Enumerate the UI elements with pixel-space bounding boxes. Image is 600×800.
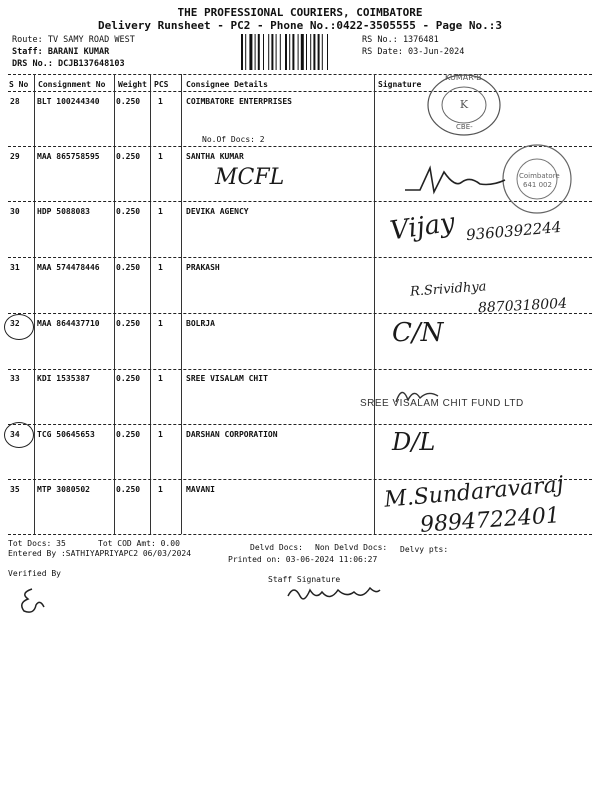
rs-number: RS No.: 1376481 [362, 35, 439, 45]
stamp-text: KUMAR-B [445, 73, 482, 82]
barcode-bar [268, 34, 269, 70]
row-consignment-no: MTP 3080502 [37, 485, 90, 494]
barcode-bar [310, 34, 311, 70]
row-consignment-no: TCG 50645653 [37, 430, 95, 439]
barcode-bar [306, 34, 307, 70]
row-sno: 35 [10, 485, 20, 494]
route-label: Route: TV SAMY ROAD WEST [12, 35, 135, 45]
row-consignment-no: KDI 1535387 [37, 374, 90, 383]
row-weight: 0.250 [116, 207, 141, 216]
barcode-bar [276, 34, 277, 70]
row-weight: 0.250 [116, 485, 141, 494]
row-consignment-no: HDP 5088083 [37, 207, 90, 216]
barcode [240, 34, 354, 70]
row-number-circle [4, 422, 34, 448]
barcode-bar [301, 34, 304, 70]
stamp-text: 641 002 [523, 181, 552, 189]
barcode-bar [249, 34, 252, 70]
barcode-bar [313, 34, 315, 70]
rs-date: RS Date: 03-Jun-2024 [362, 47, 465, 57]
col-header-weight: Weight [118, 80, 147, 89]
barcode-bar [322, 34, 323, 70]
column-line [114, 74, 115, 534]
barcode-bar [255, 34, 256, 70]
non-delivered-docs: Non Delvd Docs: [315, 543, 388, 552]
row-consignee: DARSHAN CORPORATION [186, 430, 278, 439]
row-consignee: BOLRJA [186, 319, 215, 328]
row-sno: 33 [10, 374, 20, 383]
row-pcs: 1 [158, 374, 163, 383]
column-line [374, 74, 375, 534]
stamp-text: Coimbatore [519, 172, 560, 180]
row-consignment-no: BLT 100244340 [37, 97, 100, 106]
staff-label: Staff: BARANI KUMAR [12, 47, 110, 57]
document-title: THE PROFESSIONAL COURIERS, COIMBATORE [177, 6, 423, 19]
barcode-bar [258, 34, 260, 70]
total-cod: Tot COD Amt: 0.00 [98, 539, 180, 548]
stamp-sree-visalam: SREE VISALAM CHIT FUND LTD [360, 398, 524, 409]
handwritten-name-row35: M.Sundaravaraj [383, 472, 565, 513]
delivery-points: Delvy pts: [400, 545, 449, 554]
row-consignment-no: MAA 864437710 [37, 319, 100, 328]
row-consignee: PRAKASH [186, 263, 220, 272]
row-divider [8, 257, 592, 258]
signature-row33 [392, 382, 442, 406]
column-line [150, 74, 151, 534]
row-number-circle [4, 314, 34, 340]
barcode-bar [263, 34, 264, 70]
handwritten-cn: C/N [392, 318, 444, 348]
barcode-bar [289, 34, 290, 70]
col-header-sno: S No [9, 80, 29, 89]
stamp-text: CBE- [456, 123, 473, 131]
row-consignee: SREE VISALAM CHIT [186, 374, 268, 383]
signature-row30: Vijay [388, 207, 457, 247]
row-pcs: 1 [158, 263, 163, 272]
handwritten-phone-row35: 9894722401 [419, 503, 561, 538]
document-subtitle: Delivery Runsheet - PC2 - Phone No.:0422-3505555 - Page No.:3 [98, 19, 502, 32]
row-sno: 32 [10, 319, 20, 328]
row-sno: 34 [10, 430, 20, 439]
handwritten-name-row31: R.Srividhya [409, 279, 487, 300]
row-pcs: 1 [158, 319, 163, 328]
handwritten-phone-row30: 9360392244 [465, 217, 563, 245]
row-consignee: MAVANI [186, 485, 215, 494]
total-docs: Tot Docs: 35 [8, 539, 66, 548]
barcode-bar [292, 34, 294, 70]
row-divider [8, 424, 592, 425]
svg-text:K: K [459, 98, 469, 111]
row-divider [8, 369, 592, 370]
row-consignment-no: MAA 865758595 [37, 152, 100, 161]
row-sno: 29 [10, 152, 20, 161]
printed-on: Printed on: 03-06-2024 11:06:27 [228, 555, 378, 564]
row-weight: 0.250 [116, 430, 141, 439]
row-divider [8, 534, 592, 535]
col-header-consignment: Consignment No [38, 80, 106, 89]
row-consignee: DEVIKA AGENCY [186, 207, 249, 216]
row-pcs: 1 [158, 485, 163, 494]
staff-signature-label: Staff Signature [268, 575, 341, 584]
row-pcs: 1 [158, 152, 163, 161]
barcode-bar [318, 34, 320, 70]
row-sno: 28 [10, 97, 20, 106]
handwritten-mcfl: MCFL [215, 165, 285, 190]
row-consignee: SANTHA KUMAR [186, 152, 244, 161]
verifier-signature [14, 585, 50, 617]
barcode-bar [298, 34, 299, 70]
row-pcs: 1 [158, 207, 163, 216]
row-consignee: COIMBATORE ENTERPRISES [186, 97, 292, 106]
column-line [181, 74, 182, 534]
row-weight: 0.250 [116, 97, 141, 106]
verified-by: Verified By [8, 569, 61, 578]
col-header-pcs: PCS [154, 80, 169, 89]
row-pcs: 1 [158, 97, 163, 106]
row-consignment-no: MAA 574478446 [37, 263, 100, 272]
row-weight: 0.250 [116, 263, 141, 272]
row-sno: 30 [10, 207, 20, 216]
handwritten-dl: D/L [392, 428, 436, 456]
row-weight: 0.250 [116, 374, 141, 383]
row-note: No.Of Docs: 2 [202, 135, 265, 144]
barcode-bar [241, 34, 243, 70]
divider [8, 91, 592, 92]
handwritten-phone-row31: 8870318004 [477, 295, 568, 317]
row-weight: 0.250 [116, 152, 141, 161]
signature-row29 [400, 160, 510, 200]
barcode-bar [271, 34, 273, 70]
row-weight: 0.250 [116, 319, 141, 328]
divider [8, 74, 592, 75]
row-sno: 31 [10, 263, 20, 272]
drs-number: DRS No.: DCJB137648103 [12, 59, 125, 69]
column-line [34, 74, 35, 534]
entered-by: Entered By :SATHIYAPRIYAPC2 06/03/2024 [8, 549, 192, 558]
barcode-bar [285, 34, 287, 70]
col-header-consignee: Consignee Details [186, 80, 268, 89]
col-header-signature: Signature [378, 80, 422, 89]
staff-signature [284, 578, 384, 610]
row-pcs: 1 [158, 430, 163, 439]
barcode-bar [245, 34, 246, 70]
barcode-bar [327, 34, 328, 70]
delivered-docs: Delvd Docs: [250, 543, 303, 552]
barcode-bar [280, 34, 281, 70]
